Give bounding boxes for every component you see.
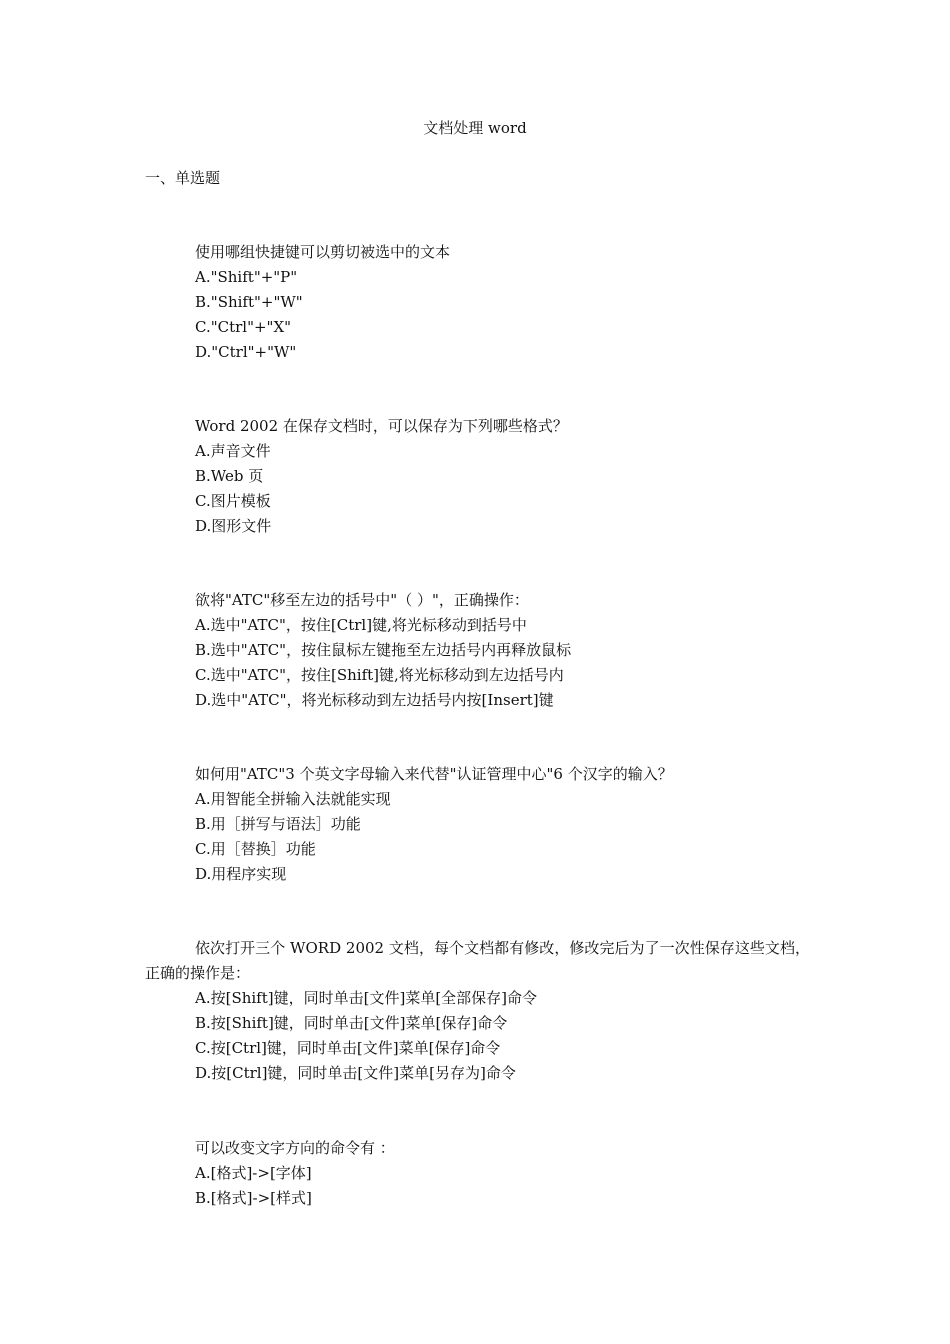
option-b: B.Web 页 [195,467,264,485]
option-a: A.声音文件 [195,442,271,460]
option-d: D."Ctrl"+"W" [195,343,297,361]
option-a: A.用智能全拼输入法就能实现 [195,790,391,808]
option-a: A.按[Shift]键，同时单击[文件]菜单[全部保存]命令 [195,989,538,1007]
option-b: B.[格式]->[样式] [195,1189,312,1207]
option-a: A."Shift"+"P" [195,268,298,286]
question-text: 依次打开三个 WORD 2002 文档，每个文档都有修改，修改完后为了一次性保存这些文档，正确的操作是： [145,939,810,982]
option-c: C."Ctrl"+"X" [195,318,292,336]
question-text: 欲将"ATC"移至左边的括号中"（ ）"，正确操作： [195,591,529,609]
option-list [145,439,810,539]
option-list [145,1161,810,1211]
question-text: Word 2002 在保存文档时，可以保存为下列哪些格式？ [195,417,568,435]
option-list [145,986,810,1086]
option-b: B.用［拼写与语法］功能 [195,815,361,833]
option-c: C.选中"ATC"，按住[Shift]键,将光标移动到左边括号内 [195,666,564,684]
question-text: 可以改变文字方向的命令有 ： [195,1139,395,1157]
option-d: D.用程序实现 [195,865,287,883]
question-4 [145,762,810,887]
option-b: B.选中"ATC"，按住鼠标左键拖至左边括号内再释放鼠标 [195,641,572,659]
question-6 [145,1136,810,1211]
question-text: 如何用"ATC"3 个英文字母输入来代替"认证管理中心"6 个汉字的输入？ [195,765,673,783]
option-b: B.按[Shift]键，同时单击[文件]菜单[保存]命令 [195,1014,508,1032]
option-d: D.图形文件 [195,517,272,535]
option-a: A.[格式]->[字体] [195,1164,312,1182]
option-list [145,613,810,713]
option-b: B."Shift"+"W" [195,293,303,311]
option-d: D.按[Ctrl]键，同时单击[文件]菜单[另存为]命令 [195,1064,516,1082]
option-a: A.选中"ATC"，按住[Ctrl]键,将光标移动到括号中 [195,616,527,634]
question-1 [145,240,810,365]
option-c: C.图片模板 [195,492,271,510]
question-2 [145,414,810,539]
option-d: D.选中"ATC"，将光标移动到左边括号内按[Insert]键 [195,691,554,709]
question-3 [145,588,810,713]
question-5 [145,936,810,1086]
option-list [145,265,810,365]
document-title: 文档处理 word [423,119,527,137]
question-text: 使用哪组快捷键可以剪切被选中的文本 [195,243,451,261]
section-heading: 一、单选题 [145,169,221,187]
option-c: C.用［替换］功能 [195,840,316,858]
option-c: C.按[Ctrl]键，同时单击[文件]菜单[保存]命令 [195,1039,501,1057]
option-list [145,787,810,887]
